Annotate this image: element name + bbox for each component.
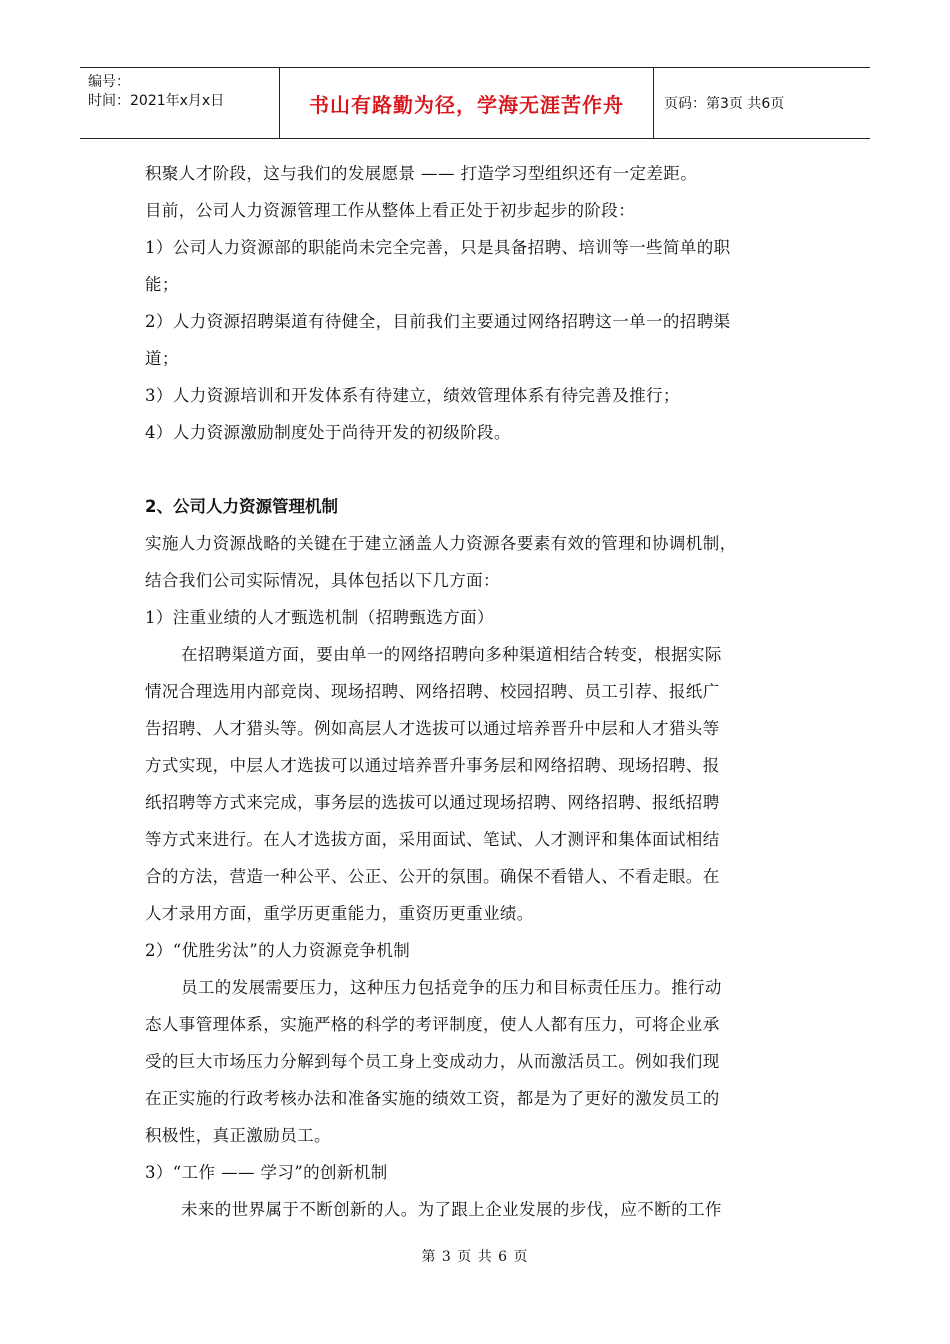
paragraph-line: 未来的世界属于不断创新的人。为了跟上企业发展的步伐，应不断的工作 xyxy=(181,1200,722,1219)
paragraph-line: 情况合理选用内部竞岗、现场招聘、网络招聘、校园招聘、员工引荐、报纸广 xyxy=(145,682,720,701)
number-label: 编号： xyxy=(88,74,130,90)
subsection-title: 3）“工作 —— 学习”的创新机制 xyxy=(145,1163,388,1182)
paragraph-line: 合的方法，营造一种公平、公正、公开的氛围。确保不看错人、不看走眼。在 xyxy=(145,867,720,886)
time-label: 时间：2021年x月x日 xyxy=(88,93,225,109)
paragraph-line: 积极性，真正激励员工。 xyxy=(145,1126,331,1145)
list-item-continuation: 道； xyxy=(145,349,179,368)
paragraph-line: 等方式来进行。在人才选拔方面，采用面试、笔试、人才测评和集体面试相结 xyxy=(145,830,720,849)
paragraph-line: 在招聘渠道方面，要由单一的网络招聘向多种渠道相结合转变，根据实际 xyxy=(181,645,722,664)
section-heading: 2、公司人力资源管理机制 xyxy=(145,497,338,516)
paragraph-line: 纸招聘等方式来完成，事务层的选拔可以通过现场招聘、网络招聘、报纸招聘 xyxy=(145,793,720,812)
page-footer xyxy=(0,1246,950,1266)
header-page-code xyxy=(654,68,870,138)
paragraph-line: 人才录用方面，重学历更重能力，重资历更重业绩。 xyxy=(145,904,534,923)
paragraph-line: 在正实施的行政考核办法和准备实施的绩效工资，都是为了更好的激发员工的 xyxy=(145,1089,720,1108)
paragraph-line: 受的巨大市场压力分解到每个员工身上变成动力，从而激活员工。例如我们现 xyxy=(145,1052,720,1071)
paragraph-line: 员工的发展需要压力，这种压力包括竞争的压力和目标责任压力。推行动 xyxy=(181,978,722,997)
list-item: 4）人力资源激励制度处于尚待开发的初级阶段。 xyxy=(145,423,511,442)
list-item: 3）人力资源培训和开发体系有待建立，绩效管理体系有待完善及推行； xyxy=(145,386,680,405)
subsection-title: 1）注重业绩的人才甄选机制（招聘甄选方面） xyxy=(145,608,494,627)
footer-page-number: 第 3 页 共 6 页 xyxy=(421,1249,529,1265)
list-item-continuation: 能； xyxy=(145,275,179,294)
paragraph-line: 积聚人才阶段，这与我们的发展愿景 —— 打造学习型组织还有一定差距。 xyxy=(145,164,698,183)
header-motto-cell xyxy=(280,68,654,138)
page-code: 页码：第3页 共6页 xyxy=(664,96,785,112)
paragraph-line: 告招聘、人才猎头等。例如高层人才选拔可以通过培养晋升中层和人才猎头等 xyxy=(145,719,720,738)
list-item: 1）公司人力资源部的职能尚未完全完善，只是具备招聘、培训等一些简单的职 xyxy=(145,238,731,257)
paragraph-line: 目前，公司人力资源管理工作从整体上看正处于初步起步的阶段： xyxy=(145,201,636,220)
list-item: 2）人力资源招聘渠道有待健全，目前我们主要通过网络招聘这一单一的招聘渠 xyxy=(145,312,731,331)
subsection-title: 2）“优胜劣汰”的人力资源竞争机制 xyxy=(145,941,411,960)
paragraph-line: 结合我们公司实际情况，具体包括以下几方面： xyxy=(145,571,500,590)
page-header xyxy=(80,67,870,139)
document-body xyxy=(145,155,825,1228)
motto: 书山有路勤为径，学海无涯苦作舟 xyxy=(309,92,624,117)
paragraph-line: 方式实现，中层人才选拔可以通过培养晋升事务层和网络招聘、现场招聘、报 xyxy=(145,756,720,775)
spacer xyxy=(145,451,825,488)
paragraph-line: 态人事管理体系，实施严格的科学的考评制度，使人人都有压力，可将企业承 xyxy=(145,1015,720,1034)
header-meta xyxy=(80,68,280,138)
paragraph-line: 实施人力资源战略的关键在于建立涵盖人力资源各要素有效的管理和协调机制， xyxy=(145,534,737,553)
